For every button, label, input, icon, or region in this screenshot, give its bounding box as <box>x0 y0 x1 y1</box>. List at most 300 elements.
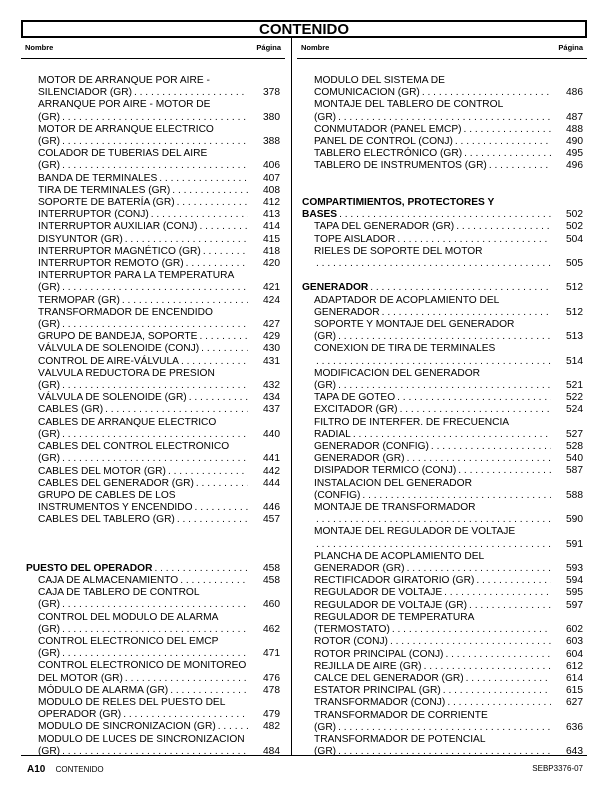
leader-dots <box>338 722 551 734</box>
toc-entry-line: ADAPTADOR DE ACOPLAMIENTO DEL <box>314 294 500 306</box>
toc-entry-text: SILENCIADOR (GR) <box>38 87 132 99</box>
toc-entry-text: GRUPO DE BANDEJA, SOPORTE <box>38 331 198 343</box>
page-number: 413 <box>263 209 280 221</box>
page-number: 603 <box>566 636 583 648</box>
toc-entry-row <box>38 648 280 660</box>
toc-entry-row <box>314 380 583 392</box>
toc-entry-text: (GR) <box>38 380 61 392</box>
page-number: 458 <box>263 574 280 586</box>
toc-entry <box>26 685 280 697</box>
toc-entry <box>26 221 280 233</box>
page-number: 486 <box>566 87 583 99</box>
toc-entry-row <box>314 331 583 343</box>
footer-doc-id: SEBP3376-07 <box>532 764 583 773</box>
page-number: 476 <box>263 672 280 684</box>
page-number: 380 <box>263 111 280 123</box>
toc-entry-text: DISYUNTOR (GR) <box>38 233 123 245</box>
toc-entry-row <box>314 673 583 685</box>
toc-entry-text: (GR) <box>38 136 61 148</box>
toc-entry-text: (GR) <box>38 319 61 331</box>
toc-entry-line: CONEXION DE TIRA DE TERMINALES <box>314 343 496 355</box>
leader-dots <box>62 319 248 331</box>
toc-entry <box>26 441 280 465</box>
page-number: 522 <box>566 392 583 404</box>
toc-entry-line: MONTAJE DE TRANSFORMADOR <box>314 502 476 514</box>
leader-dots <box>443 685 551 697</box>
toc-entry-text: ESTATOR PRINCIPAL (GR) <box>314 685 441 697</box>
toc-entry <box>302 441 583 453</box>
toc-entry-text: ROTOR PRINCIPAL (CONJ) <box>314 648 444 660</box>
toc-entry <box>302 551 583 575</box>
leader-dots <box>445 649 551 661</box>
footer-page-number: A10 <box>27 764 46 775</box>
toc-entry <box>26 697 280 721</box>
page-number: 460 <box>263 599 280 611</box>
toc-entry-row <box>314 453 583 465</box>
toc-entry-row <box>314 697 583 709</box>
toc-entry-text: INTERRUPTOR AUXILIAR (CONJ) <box>38 221 198 233</box>
leader-dots <box>62 112 248 124</box>
toc-entry-line: MODIFICACIÓN DEL GENERADOR <box>314 367 481 379</box>
toc-entry-line: CONTROL ELECTRÓNICO DE MONITOREO <box>38 660 247 672</box>
leader-dots <box>196 478 248 490</box>
toc-entry-row <box>38 575 280 587</box>
toc-entry-text: TERMOPAR (GR) <box>38 294 120 306</box>
leader-dots <box>392 624 551 636</box>
toc-entry <box>302 661 583 673</box>
toc-entry <box>26 295 280 307</box>
page-number: 421 <box>263 282 280 294</box>
leader-dots <box>407 563 551 575</box>
toc-entry <box>26 368 280 392</box>
page-number: 612 <box>566 660 583 672</box>
toc-entry-row <box>38 709 280 721</box>
leader-dots <box>444 587 551 599</box>
toc-entry-row <box>38 136 280 148</box>
toc-entry-text: INTERRUPTOR (CONJ) <box>38 209 149 221</box>
toc-entry-row <box>38 221 280 233</box>
toc-entry-row <box>38 246 280 258</box>
toc-entry-row <box>38 453 280 465</box>
toc-entry-text: REJILLA DE AIRE (GR) <box>314 660 422 672</box>
toc-entry <box>302 136 583 148</box>
page-number: 495 <box>566 148 583 160</box>
leader-dots <box>125 673 248 685</box>
page-number: 513 <box>566 331 583 343</box>
page-number: 487 <box>566 111 583 123</box>
toc-entry-text: CONMUTADOR (PANEL EMCP) <box>314 123 462 135</box>
toc-entry-row <box>38 234 280 246</box>
toc-entry-text: (GR) <box>38 648 61 660</box>
leader-dots <box>424 661 551 673</box>
right-column-header <box>297 38 587 59</box>
toc-entry-text: COMUNICACION (GR) <box>314 87 420 99</box>
toc-entry-row <box>38 502 280 514</box>
toc-entry <box>26 99 280 111</box>
toc-entry-text: TAPA DEL GENERADOR (GR) <box>314 221 455 233</box>
leader-dots <box>134 87 248 99</box>
toc-entry-line: MODULO DE RELES DEL PUESTO DEL <box>38 696 226 708</box>
toc-entry <box>302 392 583 404</box>
toc-entry-line: VÁLVULA REDUCTORA DE PRESIÓN <box>38 367 215 379</box>
toc-entry-text: REGULADOR DE VOLTAJE (GR) <box>314 599 468 611</box>
leader-dots <box>159 173 248 185</box>
toc-entry <box>26 258 280 270</box>
toc-entry-text: REGULADOR DE VOLTAJE <box>314 587 443 599</box>
page-number: 514 <box>566 355 583 367</box>
leader-dots <box>186 258 248 270</box>
toc-entry-line: FILTRO DE INTERFER. DE FRECUENCIA <box>314 416 510 428</box>
toc-entry-text: VÁLVULA DE SOLENOIDE (GR) <box>38 392 187 404</box>
leader-dots <box>122 295 248 307</box>
toc-entry-line: TRANSFORMADOR DE CORRIENTE <box>314 709 488 721</box>
toc-entry-line: MOTOR DE ARRANQUE ELÉCTRICO <box>38 123 214 135</box>
leader-dots <box>316 356 551 368</box>
page-number: 444 <box>263 477 280 489</box>
toc-entry-row <box>314 722 583 734</box>
toc-entry-text: (GR) <box>38 428 61 440</box>
toc-entry-text: (GR) <box>38 623 61 635</box>
toc-entry <box>26 173 280 185</box>
leader-dots <box>464 148 551 160</box>
toc-entry-text: CALCE DEL GENERADOR (GR) <box>314 672 464 684</box>
toc-entry-line: CONTROL DEL MÓDULO DE ALARMA <box>38 611 219 623</box>
right-column <box>302 75 583 758</box>
page-number: 440 <box>263 428 280 440</box>
toc-entry <box>26 148 280 172</box>
toc-entry-text: RECTIFICADOR GIRATORIO (GR) <box>314 575 475 587</box>
toc-entry-text: RADIAL <box>314 428 351 440</box>
toc-entry-row <box>314 258 583 270</box>
leader-dots <box>422 87 551 99</box>
page-number: 408 <box>263 184 280 196</box>
toc-entry-row <box>314 746 583 758</box>
toc-entry-row <box>314 136 583 148</box>
toc-entry-text: (GR) <box>38 453 61 465</box>
toc-entry <box>26 587 280 611</box>
toc-entry-line: MOTOR DE ARRANQUE POR AIRE - <box>38 75 210 86</box>
page-number: 512 <box>566 306 583 318</box>
toc-entry-row <box>38 380 280 392</box>
page-number: 412 <box>263 197 280 209</box>
toc-entry-row <box>38 478 280 490</box>
page-number: 471 <box>263 648 280 660</box>
leader-dots <box>62 160 248 172</box>
toc-entry <box>302 221 583 233</box>
toc-entry-line: CAJA DE TABLERO DE CONTROL <box>38 587 200 599</box>
toc-entry-row <box>314 307 583 319</box>
page-number: 478 <box>263 684 280 696</box>
toc-entry <box>302 148 583 160</box>
toc-entry-text: CAJA DE ALMACENAMIENTO <box>38 574 179 586</box>
toc-entry <box>26 343 280 355</box>
page-number: 424 <box>263 294 280 306</box>
toc-entry <box>26 721 280 733</box>
leader-dots <box>62 746 248 758</box>
toc-entry-row <box>38 185 280 197</box>
toc-entry-row <box>314 563 583 575</box>
page-number: 432 <box>263 380 280 392</box>
toc-entry-text: TABLERO ELECTRÓNICO (GR) <box>314 148 463 160</box>
page-number: 414 <box>263 221 280 233</box>
toc-entry-row <box>314 600 583 612</box>
leader-dots <box>431 441 551 453</box>
toc-entry-text: PANEL DE CONTROL (CONJ) <box>314 136 453 148</box>
toc-entry-row <box>314 649 583 661</box>
leader-dots <box>353 429 551 441</box>
section-gap <box>26 551 280 563</box>
leader-dots <box>201 343 248 355</box>
leader-dots <box>458 465 551 477</box>
toc-entry-row <box>314 441 583 453</box>
leader-dots <box>151 209 248 221</box>
toc-entry-text: CABLES DEL MOTOR (GR) <box>38 465 166 477</box>
toc-entry-text: TRANSFORMADOR (CONJ) <box>314 697 446 709</box>
leader-dots <box>177 197 248 209</box>
toc-list <box>302 197 583 270</box>
toc-entry-row <box>38 173 280 185</box>
toc-entry <box>302 697 583 709</box>
toc-entry <box>302 587 583 599</box>
toc-entry <box>26 478 280 490</box>
toc-entry-row <box>314 514 583 526</box>
toc-entry <box>302 600 583 612</box>
toc-entry-line: CONTROL ELECTRÓNICO DEL EMCP <box>38 635 219 647</box>
toc-entry-row <box>26 563 280 575</box>
toc-entry-text: INTERRUPTOR MAGNÉTICO (GR) <box>38 245 201 257</box>
page-number: 597 <box>566 599 583 611</box>
leader-dots <box>455 136 551 148</box>
page-number: 407 <box>263 172 280 184</box>
toc-entry-row <box>38 514 280 526</box>
leader-dots <box>218 721 248 733</box>
toc-entry-row <box>38 466 280 478</box>
toc-entry-row <box>38 429 280 441</box>
leader-dots <box>199 331 248 343</box>
toc-entry <box>26 307 280 331</box>
leader-dots <box>338 112 551 124</box>
toc-entry-row <box>38 282 280 294</box>
toc-entry-row <box>38 295 280 307</box>
toc-entry-text: VÁLVULA DE SOLENOIDE (CONJ) <box>38 343 200 355</box>
page-number: 420 <box>263 258 280 270</box>
page-number: 429 <box>263 331 280 343</box>
toc-entry-text: TAPA DE GOTEO <box>314 392 396 404</box>
toc-entry <box>302 526 583 550</box>
leader-dots <box>400 404 551 416</box>
toc-entry <box>26 112 280 124</box>
toc-entry-row <box>38 746 280 758</box>
toc-entry-row <box>314 234 583 246</box>
toc-entry-text: CONTROL DE AIRE-VÁLVULA <box>38 355 179 367</box>
toc-entry-text: (GR) <box>314 331 337 343</box>
toc-entry-text: OPERADOR (GR) <box>38 709 122 721</box>
toc-entry-text: PUESTO DEL OPERADOR <box>26 562 153 574</box>
toc-entry-row <box>38 624 280 636</box>
toc-entry <box>26 270 280 294</box>
toc-entry-row <box>314 685 583 697</box>
leader-dots <box>177 514 248 526</box>
toc-entry <box>302 282 583 294</box>
toc-entry <box>26 234 280 246</box>
leader-dots <box>469 600 551 612</box>
leader-dots <box>195 502 248 514</box>
toc-entry <box>302 343 583 367</box>
leader-dots <box>476 575 551 587</box>
toc-entry <box>302 649 583 661</box>
toc-entry-text: (GR) <box>314 111 337 123</box>
left-column <box>26 75 280 758</box>
leader-dots <box>382 307 551 319</box>
page-number: 595 <box>566 587 583 599</box>
section-gap <box>26 527 280 551</box>
page-number: 479 <box>263 709 280 721</box>
toc-list <box>26 75 280 527</box>
toc-entry-line: MONTAJE DEL TABLERO DE CONTROL <box>314 99 504 111</box>
page-number: 418 <box>263 245 280 257</box>
toc-entry-text: BASES <box>302 209 338 221</box>
leader-dots <box>316 514 551 526</box>
toc-entry-line: MÓDULO DE LUCES DE SINCRONIZACIÓN <box>38 733 245 745</box>
page-number: 378 <box>263 87 280 99</box>
toc-entry-row <box>38 331 280 343</box>
toc-entry-row <box>38 197 280 209</box>
toc-entry-line: TRANSFORMADOR DE ENCENDIDO <box>38 306 213 318</box>
toc-entry-row <box>314 221 583 233</box>
leader-dots <box>125 234 248 246</box>
page-number: 524 <box>566 404 583 416</box>
toc-entry-text: (TERMOSTATO) <box>314 624 390 636</box>
leader-dots <box>489 160 551 172</box>
toc-entry <box>26 514 280 526</box>
toc-entry-row <box>38 392 280 404</box>
toc-entry <box>26 209 280 221</box>
leader-dots <box>464 124 551 136</box>
page-number: 458 <box>263 562 280 574</box>
page-number: 527 <box>566 428 583 440</box>
toc-entry-line: TRANSFORMADOR DE POTENCIAL <box>314 733 486 745</box>
column-divider <box>291 38 292 755</box>
leader-dots <box>370 282 551 294</box>
toc-entry-row <box>314 587 583 599</box>
name-header: Nombre <box>301 43 330 52</box>
toc-entry-text: EXCITADOR (GR) <box>314 404 398 416</box>
leader-dots <box>456 221 551 233</box>
toc-entry-row <box>38 356 280 368</box>
toc-entry-row <box>314 87 583 99</box>
toc-entry-text: (GR) <box>314 380 337 392</box>
toc-entry-text: GENERADOR (GR) <box>314 453 405 465</box>
toc-entry <box>302 197 583 221</box>
toc-entry <box>26 404 280 416</box>
leader-dots <box>338 380 551 392</box>
toc-entry-text: DISIPADOR TERMICO (CONJ) <box>314 465 457 477</box>
toc-entry <box>26 331 280 343</box>
toc-entry-text: TIRA DE TERMINALES (GR) <box>38 184 171 196</box>
toc-entry <box>26 660 280 684</box>
toc-entry <box>26 392 280 404</box>
leader-dots <box>339 209 551 221</box>
toc-entry-row <box>38 685 280 697</box>
page-number: 457 <box>263 514 280 526</box>
leader-dots <box>362 490 551 502</box>
toc-entry-row <box>302 282 583 294</box>
toc-entry <box>302 734 583 758</box>
page-header: Página <box>558 43 583 52</box>
toc-entry-row <box>314 148 583 160</box>
toc-entry-text: TABLERO DE INSTRUMENTOS (GR) <box>314 160 487 172</box>
toc-entry-text: BANDA DE TERMINALES <box>38 172 158 184</box>
leader-dots <box>407 453 551 465</box>
toc-entry <box>302 404 583 416</box>
toc-entry-row <box>38 343 280 355</box>
page-number: 505 <box>566 258 583 270</box>
toc-entry <box>26 466 280 478</box>
toc-entry <box>26 734 280 758</box>
toc-entry-line: MODULO DEL SISTEMA DE <box>314 75 445 86</box>
toc-entry-text: GENERADOR (GR) <box>314 563 405 575</box>
left-column-header <box>21 38 285 59</box>
toc-entry-line: CABLES DEL CONTROL ELECTRÓNICO <box>38 441 230 453</box>
toc-entry <box>302 710 583 734</box>
page-number: 593 <box>566 563 583 575</box>
toc-entry-row <box>314 624 583 636</box>
leader-dots <box>180 575 248 587</box>
toc-entry <box>302 685 583 697</box>
toc-entry-row <box>314 661 583 673</box>
toc-entry-text: (GR) <box>314 721 337 733</box>
leader-dots <box>390 636 551 648</box>
toc-entry-text: (GR) <box>38 745 61 757</box>
page-title: CONTENIDO <box>21 20 587 38</box>
toc-entry <box>302 673 583 685</box>
section-gap <box>302 185 583 197</box>
leader-dots <box>62 599 248 611</box>
toc-entry-text: SOPORTE DE BATERÍA (GR) <box>38 197 175 209</box>
toc-entry-text: ROTOR (CONJ) <box>314 636 388 648</box>
leader-dots <box>466 673 551 685</box>
toc-entry-line: SOPORTE Y MONTAJE DEL GENERADOR <box>314 319 515 331</box>
toc-entry-row <box>314 392 583 404</box>
toc-entry-text: ARRANQUE POR AIRE - MOTOR DE <box>38 99 211 111</box>
leader-dots <box>154 563 248 575</box>
footer-section: CONTENIDO <box>55 765 104 774</box>
page-number: 462 <box>263 623 280 635</box>
page-number: 604 <box>566 648 583 660</box>
toc-entry <box>26 197 280 209</box>
page-number: 591 <box>566 538 583 550</box>
toc-entry-text: (GR) <box>38 160 61 172</box>
toc-entry-row <box>38 87 280 99</box>
toc-entry <box>302 75 583 99</box>
toc-entry <box>302 160 583 172</box>
leader-dots <box>62 136 248 148</box>
toc-entry-text: GENERADOR (CONFIG) <box>314 441 429 453</box>
page-number: 442 <box>263 465 280 477</box>
toc-entry-line: RIELES DE SOPORTE DEL MOTOR <box>314 245 483 257</box>
page-number: 441 <box>263 453 280 465</box>
toc-entry-row <box>314 575 583 587</box>
toc-entry-text: (GR) <box>38 599 61 611</box>
toc-entry-row <box>314 490 583 502</box>
leader-dots <box>181 356 248 368</box>
leader-dots <box>168 466 248 478</box>
toc-entry <box>302 417 583 441</box>
leader-dots <box>338 331 551 343</box>
leader-dots <box>62 282 248 294</box>
page-number: 388 <box>263 136 280 148</box>
page-number: 490 <box>566 136 583 148</box>
